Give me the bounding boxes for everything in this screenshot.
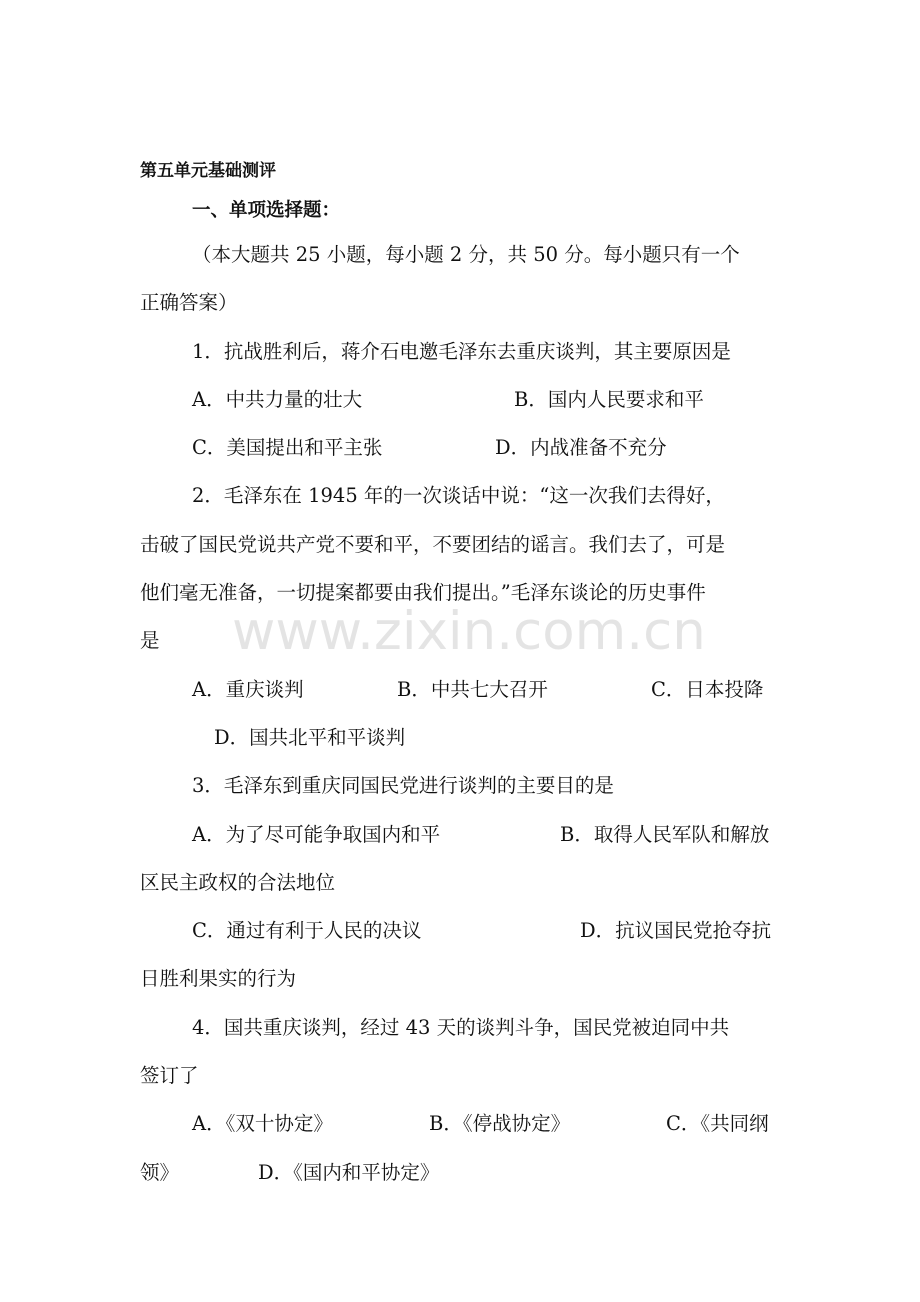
question-3-option-d-line-2: 日胜利果实的行为 bbox=[140, 967, 297, 990]
question-4-option-b: B．《停战协定》 bbox=[429, 1112, 571, 1135]
question-2-option-c: C．日本投降 bbox=[651, 678, 764, 701]
question-3-option-c: C．通过有利于人民的决议 bbox=[192, 919, 422, 942]
question-2-stem-line-2: 击破了国民党说共产党不要和平，不要团结的谣言。我们去了，可是 bbox=[140, 533, 726, 556]
instructions-line-2: 正确答案） bbox=[140, 291, 238, 314]
question-3-option-b-line-2: 区民主政权的合法地位 bbox=[140, 871, 336, 894]
section-heading: 一、单项选择题： bbox=[192, 200, 341, 221]
question-4-stem-line-2: 签订了 bbox=[140, 1064, 199, 1087]
question-3-stem: 3．毛泽东到重庆同国民党进行谈判的主要目的是 bbox=[192, 774, 614, 797]
watermark-text: www.zixin.com.cn bbox=[232, 601, 706, 662]
question-2-option-a: A．重庆谈判 bbox=[192, 678, 304, 701]
question-1-option-c: C．美国提出和平主张 bbox=[192, 436, 383, 459]
question-3-option-b-line-1: B．取得人民军队和解放 bbox=[560, 823, 770, 846]
question-3-option-d-line-1: D．抗议国民党抢夺抗 bbox=[580, 919, 772, 942]
question-4-option-d: D．《国内和平协定》 bbox=[258, 1161, 440, 1184]
question-2-option-d: D．国共北平和平谈判 bbox=[214, 726, 406, 749]
question-1-option-d: D．内战准备不充分 bbox=[495, 436, 667, 459]
question-4-option-a: A．《双十协定》 bbox=[192, 1112, 333, 1135]
question-2-stem-line-3: 他们毫无准备，一切提案都要由我们提出。”毛泽东谈论的历史事件 bbox=[140, 581, 706, 604]
question-4-stem-line-1: 4．国共重庆谈判，经过 43 天的谈判斗争，国民党被迫同中共 bbox=[192, 1016, 730, 1039]
question-1-option-b: B．国内人民要求和平 bbox=[514, 388, 704, 411]
instructions-line-1: （本大题共 25 小题，每小题 2 分，共 50 分。每小题只有一个 bbox=[192, 243, 740, 266]
question-2-option-b: B．中共七大召开 bbox=[397, 678, 548, 701]
question-2-stem-line-1: 2．毛泽东在 1945 年的一次谈话中说：“这一次我们去得好， bbox=[192, 484, 725, 507]
question-1-option-a: A．中共力量的壮大 bbox=[192, 388, 363, 411]
question-4-option-c-line-2: 领》 bbox=[140, 1161, 180, 1184]
page-title: 第五单元基础测评 bbox=[140, 161, 276, 181]
question-2-stem-line-4: 是 bbox=[140, 629, 160, 652]
question-4-option-c-line-1: C．《共同纲 bbox=[666, 1112, 769, 1135]
question-1-stem: 1．抗战胜利后，蒋介石电邀毛泽东去重庆谈判，其主要原因是 bbox=[192, 340, 731, 363]
question-3-option-a: A．为了尽可能争取国内和平 bbox=[192, 823, 441, 846]
